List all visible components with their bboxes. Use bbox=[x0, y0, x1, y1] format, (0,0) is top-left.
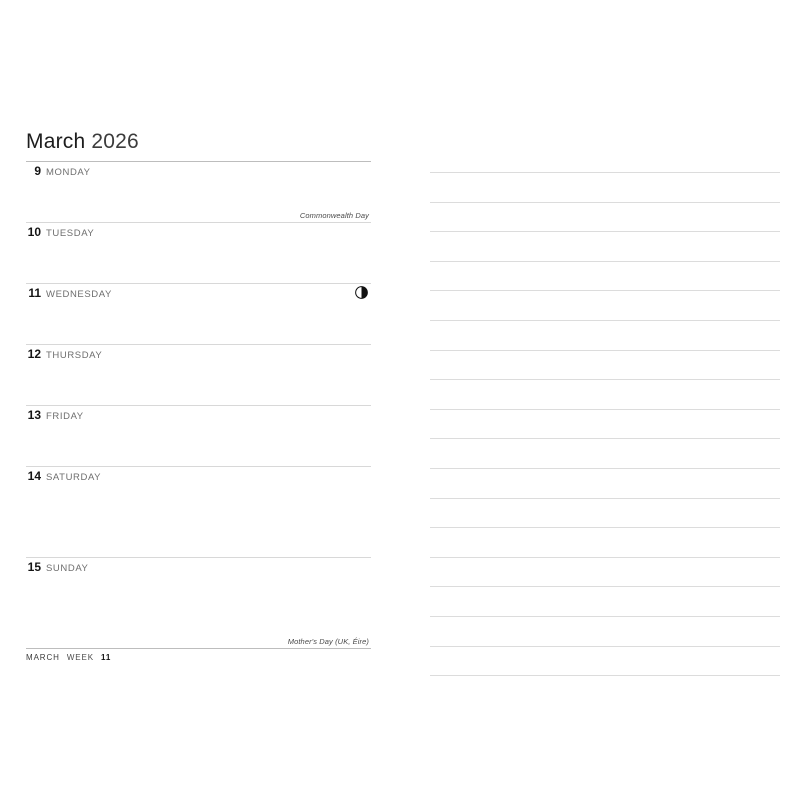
note-line[interactable] bbox=[430, 172, 780, 202]
note-line[interactable] bbox=[430, 320, 780, 350]
day-block[interactable] bbox=[26, 557, 371, 648]
day-block[interactable] bbox=[26, 405, 371, 466]
day-header bbox=[26, 286, 371, 300]
footer-month-label: MARCH bbox=[26, 653, 60, 663]
note-line[interactable] bbox=[430, 616, 780, 646]
day-block[interactable] bbox=[26, 344, 371, 405]
day-weekday-label: TUESDAY bbox=[46, 228, 95, 240]
note-line[interactable] bbox=[430, 675, 780, 705]
day-number: 10 bbox=[27, 225, 41, 240]
note-line[interactable] bbox=[430, 379, 780, 409]
day-weekday-label: MONDAY bbox=[46, 167, 91, 179]
day-block[interactable] bbox=[26, 222, 371, 283]
day-weekday-label: WEDNESDAY bbox=[46, 289, 112, 301]
notes-rule-lines bbox=[430, 172, 780, 705]
day-number: 14 bbox=[27, 469, 41, 484]
note-line[interactable] bbox=[430, 527, 780, 557]
day-header bbox=[26, 347, 371, 361]
day-header bbox=[26, 225, 371, 239]
day-weekday-label: SUNDAY bbox=[46, 563, 89, 575]
day-number: 13 bbox=[27, 408, 41, 423]
moon-phase-icon bbox=[355, 286, 368, 299]
note-line[interactable] bbox=[430, 261, 780, 291]
day-weekday-label: THURSDAY bbox=[46, 350, 103, 362]
page-title bbox=[26, 130, 371, 153]
holiday-note: Commonwealth Day bbox=[299, 211, 369, 221]
note-line[interactable] bbox=[430, 586, 780, 616]
note-line[interactable] bbox=[430, 350, 780, 380]
day-header bbox=[26, 408, 371, 422]
note-line[interactable] bbox=[430, 646, 780, 676]
day-header bbox=[26, 164, 371, 178]
note-line[interactable] bbox=[430, 468, 780, 498]
note-line[interactable] bbox=[430, 498, 780, 528]
note-line[interactable] bbox=[430, 557, 780, 587]
day-header bbox=[26, 469, 371, 483]
year-label: 2026 bbox=[91, 130, 139, 153]
day-number: 15 bbox=[27, 560, 41, 575]
note-line[interactable] bbox=[430, 202, 780, 232]
day-number: 11 bbox=[28, 286, 41, 301]
day-block[interactable] bbox=[26, 283, 371, 344]
day-weekday-label: SATURDAY bbox=[46, 472, 102, 484]
day-number: 9 bbox=[34, 164, 41, 179]
footer-week-label: WEEK bbox=[66, 653, 95, 663]
notes-page bbox=[430, 172, 780, 705]
note-line[interactable] bbox=[430, 438, 780, 468]
note-line[interactable] bbox=[430, 231, 780, 261]
note-line[interactable] bbox=[430, 409, 780, 439]
day-list bbox=[26, 161, 371, 648]
day-number: 12 bbox=[27, 347, 41, 362]
day-block[interactable] bbox=[26, 466, 371, 557]
week-page bbox=[26, 130, 371, 662]
footer-week-number: 11 bbox=[101, 653, 112, 663]
month-label: March bbox=[26, 130, 86, 153]
holiday-note: Mother's Day (UK, Éire) bbox=[287, 637, 369, 647]
note-line[interactable] bbox=[430, 290, 780, 320]
page-footer bbox=[26, 648, 371, 662]
day-header bbox=[26, 560, 371, 574]
day-weekday-label: FRIDAY bbox=[46, 411, 84, 423]
day-block[interactable] bbox=[26, 161, 371, 222]
